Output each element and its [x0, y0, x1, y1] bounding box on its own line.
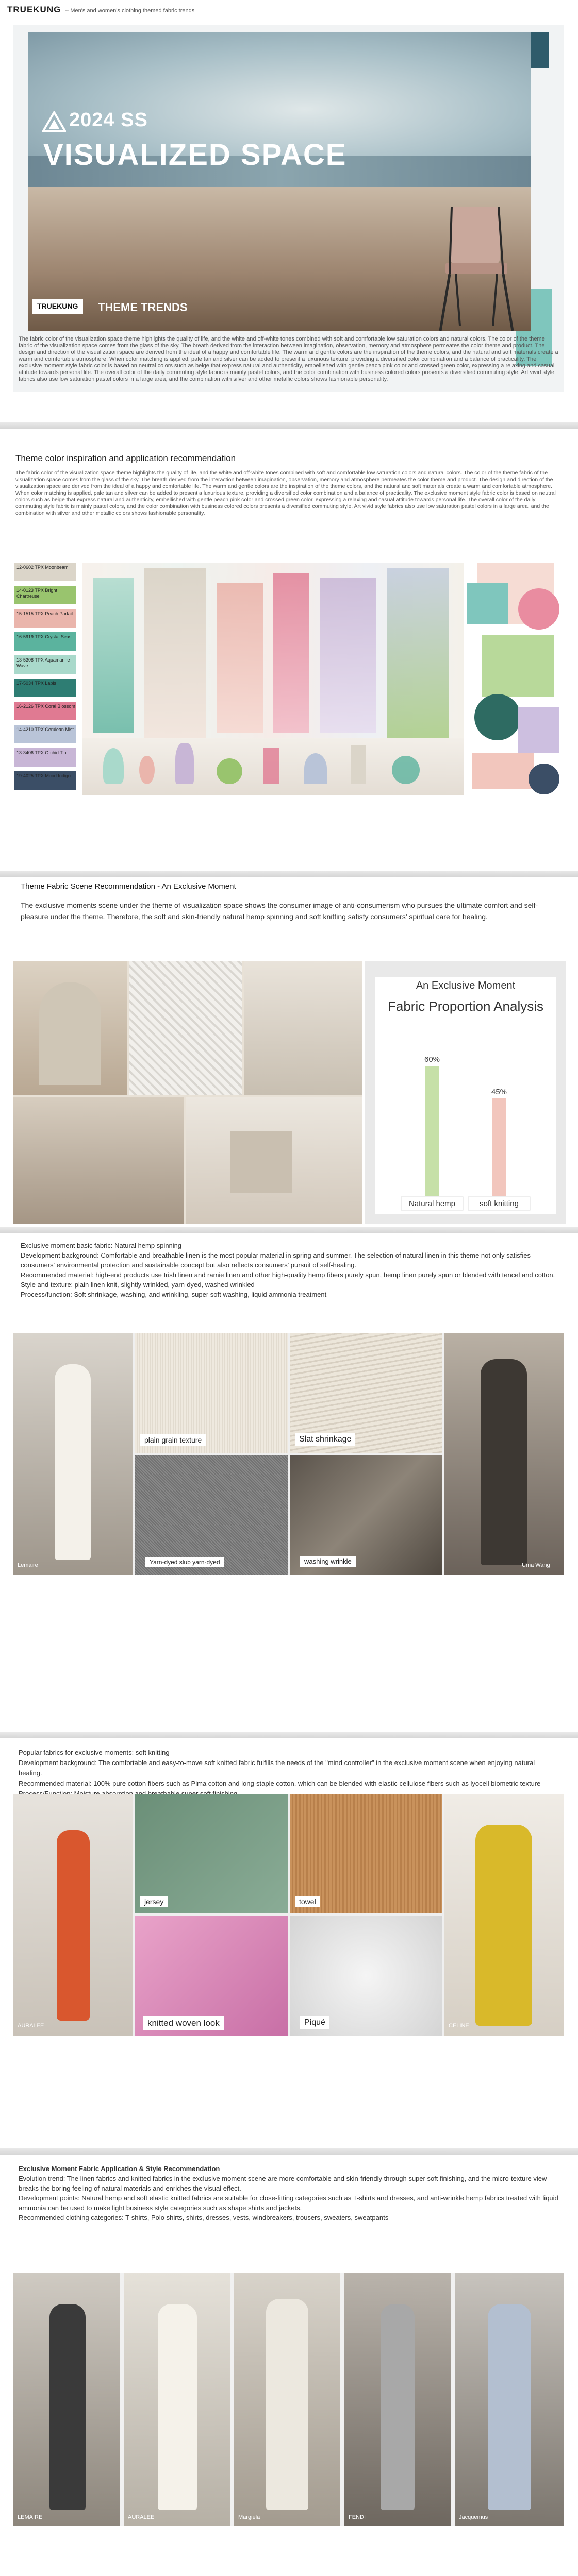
fabric-caption: knitted woven look — [143, 2016, 224, 2030]
hero-title: VISUALIZED SPACE — [43, 138, 347, 172]
hero-season: 2024 SS — [69, 109, 148, 131]
fabric-caption: plain grain texture — [140, 1434, 206, 1446]
fabric-caption: washing wrinkle — [300, 1556, 356, 1567]
section2-gallery — [13, 1333, 564, 1575]
color-swatch — [14, 632, 76, 651]
swatch-label: 17-5034 TPX Lapis — [16, 681, 56, 686]
model-photo: Jacquemus — [455, 2273, 564, 2526]
chart1-title: Fabric Proportion Analysis — [387, 998, 544, 1014]
palette-intro: The fabric color of the visualization space theme highlights the quality of life, and the white and off-white tones combined with soft and comfortable low saturation colors and natural colors. The color of the theme fabric of the visualization space comes from the glass of the sky. The breath derived from the interaction between imagination, observation, memory and atmosphere permeates the color theme and product. The design and direction of the visualization space are derived from the ideal of a happy and comfortable life. The warm and gentle colors are the inspiration of the theme colors, and the natural and soft materials create a warm and comfortable atmosphere. When color matching is applied, pale tan and silver can be added to present a luxurious texture, providing a diversified color combination and a balance of practicality. The exclusive moment style fabric color is based on neutral colors such as beige that express natural and authenticity, embellished with gentle peach pink color and crossed green color, expressing a relaxing and casual attitude towards personal life. The overall color of the daily commuting style fabric is mainly pastel colors, and the color combination with business colored colors presents a diversified commuting style. Art vivid style fabrics also use low saturation pastel colors in a large area, and the combination with silver and other metallic colors shows fashionable personality. — [15, 470, 556, 516]
swatch-label: 16-2126 TPX Coral Blossom — [16, 704, 75, 709]
fabric-caption: Slat shrinkage — [295, 1433, 355, 1446]
section4-text: Exclusive Moment Fabric Application & Style Recommendation Evolution trend: The linen fabrics and knitted fabrics in the exclusive moment scene are more comfortable and skin-friendly through super soft finishing, and the micro-texture view breaks the boring feeling of natural materials and enriches the visual effect. Development points: Natural hemp and soft elastic knitted fabrics are suitable for close-fitting categories such as T-shirts and dresses, and anti-wrinkle hemp fabrics treated with liquid ammonia can be used to make light business style categories such as shape shirts and jackets. Recommended clothing categories: T-shirts, Polo shirts, shirts, dresses, vests, windbreakers, trousers, sweaters, sweatpants — [19, 2165, 558, 2222]
hero-tag: TRUEKUNG — [32, 299, 83, 314]
bar-value-label: 60% — [424, 1055, 440, 1064]
section-divider — [0, 2148, 578, 2155]
color-swatch — [14, 725, 76, 743]
model-photo: Uma Wang — [444, 1333, 564, 1575]
hero-image — [28, 32, 531, 331]
section-divider — [0, 1227, 578, 1233]
swatch-label: 14-4210 TPX Cerulean Mist — [16, 727, 74, 732]
section3-text: Popular fabrics for exclusive moments: soft knitting Development background: The comfortable and easy-to-move soft knitted fabric fulfills the needs of the "mind controller" in the exclusive moment scene when enjoying natural healing. Recommended material: 100% pure cotton fibers such as Pima cotton and long-staple cotton, which can be blended with elastic cellulose fibers such as lyocell biometric texture — [19, 1749, 541, 1787]
swatch-label: 19-4025 TPX Mood Indigo — [16, 773, 71, 778]
section-divider — [0, 422, 578, 429]
section4-lookbook — [13, 2273, 564, 2526]
color-swatch — [14, 702, 76, 720]
swatch-label: 14-0123 TPX Bright Chartreuse — [16, 588, 57, 599]
chair-icon — [420, 197, 528, 331]
model-photo: AURALEE — [13, 1794, 133, 2036]
chart1-kicker: An Exclusive Moment — [416, 980, 516, 991]
brand-subtitle: -- Men's and women's clothing themed fabric trends — [65, 8, 195, 14]
intro-section — [13, 333, 564, 389]
bar-soft-knitting — [492, 1098, 506, 1196]
section-divider — [0, 1732, 578, 1738]
model-photo: Margiela — [234, 2273, 340, 2526]
fabric-caption: Yarn-dyed slub yarn-dyed — [145, 1557, 224, 1567]
fabric-caption: Piqué — [300, 2016, 329, 2029]
brand-logo-icon — [42, 111, 66, 132]
color-swatch — [14, 655, 76, 674]
color-swatch — [14, 586, 76, 604]
color-swatch — [14, 771, 76, 790]
section3-gallery — [13, 1794, 564, 2036]
model-photo: CELINE — [444, 1794, 564, 2036]
section2-text: Exclusive moment basic fabric: Natural hemp spinning Development background: Comfortable and breathable linen is the most popular material in spring and summer. The selection of natural linen in this theme not only satisfies consumers' environmental protection and sustainable concept but also reflects consumers' pursuit of self-healing. Recommended material: high-end products use Irish linen and ramie linen and other high-quality hemp fibers purely spun, hemp linen purely spun or blended with tencel and cotton. Style and texture: plain linen knit, slightly wrinkled, yarn-dyed, washed wrinkled Process/function: Soft shrinkage, washing, and wrinkling, super soft washing, liquid ammonia treatment — [21, 1242, 555, 1298]
bar-category-label: Natural hemp — [408, 1199, 456, 1208]
chart1-panel — [365, 961, 566, 1224]
hero-theme-label: THEME TRENDS — [98, 301, 188, 314]
swatch-label: 12-0602 TPX Moonbeam — [16, 565, 69, 570]
swatch-label: 15-1515 TPX Peach Parfait — [16, 611, 73, 616]
palette-mood-image — [82, 563, 464, 795]
palette-shapes — [467, 563, 565, 795]
fabric-caption: jersey — [140, 1896, 168, 1907]
intro-text: The fabric color of the visualization space theme highlights the quality of life, and the white and off-white tones combined with soft and comfortable low saturation colors and natural colors. The color of the theme fabric of the visualization space comes from the glass of the sky. The breath derived from the interaction between imagination, observation, memory and atmosphere permeates the color theme and product. The design and direction of the visualization space are derived from the ideal of a happy and comfortable life. The warm and gentle colors are the inspiration of the theme colors, and the natural and soft materials create a warm and comfortable atmosphere. When color matching is applied, pale tan and silver can be added to present a luxurious texture, providing a diversified color combination and a balance of practicality. The exclusive moment style fabric color is based on neutral colors such as beige that express natural and authenticity, embellished with gentle peach pink color and crossed green color, expressing a relaxing and casual attitude towards personal life. The overall color of the daily commuting style fabric is mainly pastel colors, and the color combination with business colored colors presents a diversified commuting style. Art vivid style fabrics also use low saturation pastel colors in a large area, and the combination with silver and other metallic colors shows fashionable personality. — [19, 336, 558, 382]
brand-name: TRUEKUNG — [7, 5, 61, 14]
color-swatch — [14, 563, 76, 581]
model-photo: AURALEE — [124, 2273, 230, 2526]
bar-category-label: soft knitting — [480, 1199, 519, 1208]
model-photo: LEMAIRE — [13, 2273, 120, 2526]
color-swatch — [14, 679, 76, 697]
bar-natural-hemp — [425, 1066, 439, 1196]
section1-moodboard — [13, 961, 362, 1224]
model-photo: Lemaire — [13, 1333, 133, 1575]
section-divider — [0, 871, 578, 877]
swatch-label: 16-5919 TPX Crystal Seas — [16, 634, 72, 639]
section1-text: The exclusive moments scene under the theme of visualization space shows the consumer image of anti-consumerism who pursues the ultimate comfort and self-pleasure under the theme. Therefore, the soft and skin-friendly natural hemp spinning and soft knitting satisfy consumers' spiritual care for healing. — [21, 901, 538, 921]
section1-title: Theme Fabric Scene Recommendation - An Exclusive Moment — [21, 882, 236, 891]
color-swatch — [14, 609, 76, 628]
model-photo: FENDI — [344, 2273, 451, 2526]
swatch-label: 13-3406 TPX Orchid Tint — [16, 750, 68, 755]
swatch-label: 13-5308 TPX Aquamarine Wave — [16, 657, 70, 668]
color-swatch — [14, 748, 76, 767]
palette-title: Theme color inspiration and application recommendation — [15, 453, 236, 463]
bar-value-label: 45% — [491, 1088, 507, 1096]
chart1 — [375, 1018, 556, 1214]
fabric-caption: towel — [295, 1896, 320, 1907]
